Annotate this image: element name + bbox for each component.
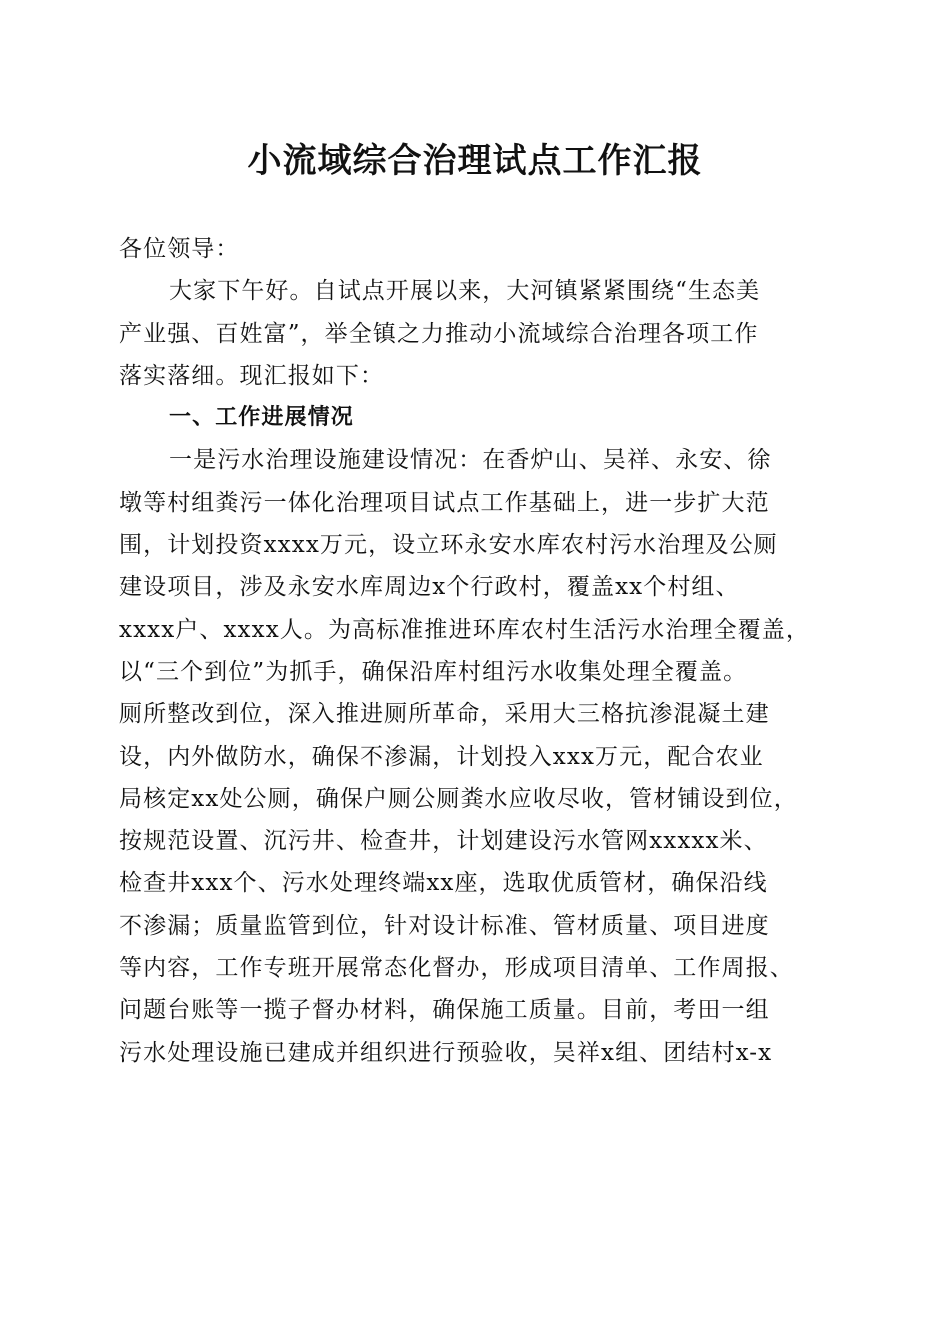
body-line: 污水处理设施已建成并组织进行预验收，吴祥x组、团结村x-x: [119, 1039, 773, 1066]
intro-line: 大家下午好。自试点开展以来，大河镇紧紧围绕“生态美: [169, 278, 761, 305]
body-line: 问题台账等一揽子督办材料，确保施工质量。目前，考田一组: [119, 997, 770, 1024]
body-line: 围，计划投资xxxx万元，设立环永安水库农村污水治理及公厕: [119, 532, 778, 559]
intro-line: 产业强、百姓富”，举全镇之力推动小流域综合治理各项工作: [119, 320, 759, 347]
body-line: 设，内外做防水，确保不渗漏，计划投入xxx万元，配合农业: [119, 743, 764, 770]
body-line: 等内容，工作专班开展常态化督办，形成项目清单、工作周报、: [119, 955, 794, 982]
salutation: 各位领导：: [119, 236, 240, 262]
document-body: [119, 228, 839, 1074]
body-line: 建设项目，涉及永安水库周边x个行政村，覆盖xx个村组、: [119, 574, 740, 601]
body-line: 按规范设置、沉污井、检查井，计划建设污水管网xxxxx米、: [119, 828, 768, 855]
body-line: 一是污水治理设施建设情况：在香炉山、吴祥、永安、徐: [169, 447, 772, 474]
body-line: 局核定xx处公厕，确保户厕公厕粪水应收尽收，管材铺设到位，: [119, 785, 798, 812]
document-title: 小流域综合治理试点工作汇报: [247, 141, 703, 181]
body-line: 墩等村组粪污一体化治理项目试点工作基础上，进一步扩大范: [119, 489, 770, 516]
body-line: 检查井xxx个、污水处理终端xx座，选取优质管材，确保沿线: [119, 870, 768, 897]
body-line: 厕所整改到位，深入推进厕所革命，采用大三格抗渗混凝土建: [119, 701, 770, 728]
body-line: xxxx户、xxxx人。为高标准推进环库农村生活污水治理全覆盖，: [119, 616, 810, 643]
section-heading: 一、工作进展情况: [169, 405, 354, 431]
body-line: 以“三个到位”为抓手，确保沿库村组污水收集处理全覆盖。: [119, 658, 748, 685]
intro-line: 落实落细。现汇报如下：: [119, 362, 385, 389]
body-line: 不渗漏；质量监管到位，针对设计标准、管材质量、项目进度: [119, 912, 770, 939]
